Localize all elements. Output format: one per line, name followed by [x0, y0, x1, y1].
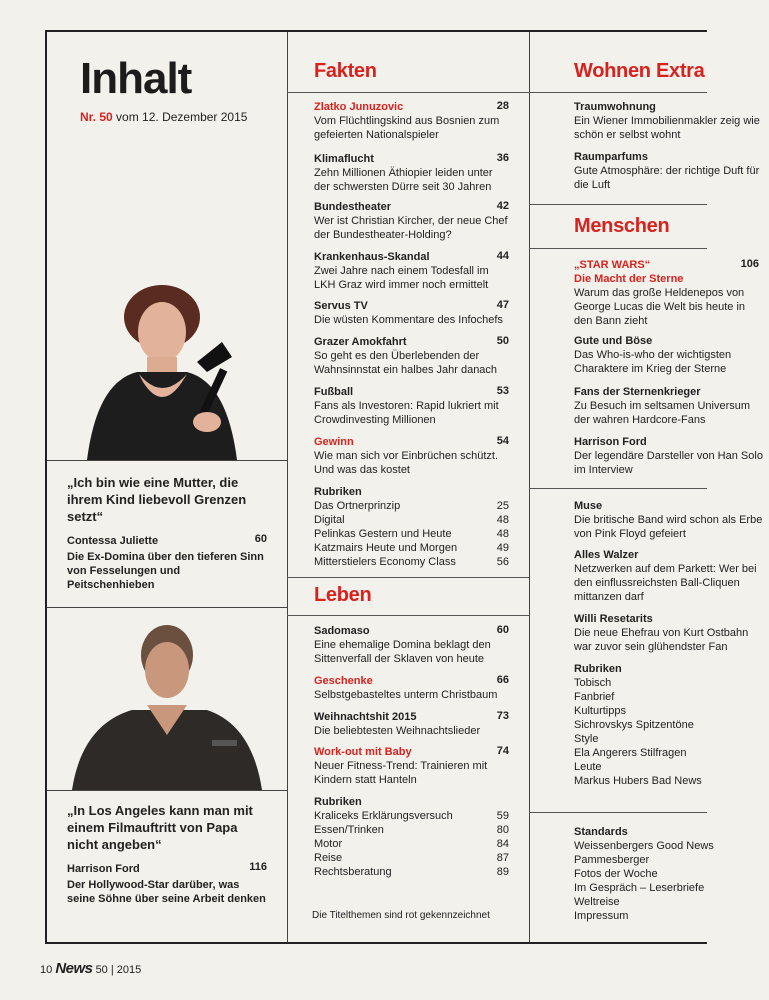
rubrik-item[interactable]: Katzmairs Heute und Morgen 49	[314, 542, 509, 554]
toc-entry[interactable]	[314, 200, 509, 242]
entry-desc: Die britische Band wird schon als Erbe von Pink Floyd gefeiert	[574, 514, 763, 540]
entry-page: 66	[496, 674, 509, 686]
toc-entry[interactable]	[314, 710, 509, 738]
divider	[47, 460, 287, 461]
toc-entry[interactable]	[314, 152, 509, 194]
toc-entry[interactable]	[314, 385, 509, 427]
entry-subtitle: Die Macht der Sterne	[574, 273, 684, 285]
entry-page: 53	[496, 385, 509, 397]
entry-desc: Die neue Ehefrau von Kurt Ostbahn war zuvor sein glühendster Fan	[574, 627, 749, 653]
toc-entry[interactable]	[574, 385, 764, 427]
entry-desc: Vom Flüchtlingskind aus Bosnien zum gefeierten Nationalspieler	[314, 115, 500, 141]
standards-title: Standards	[574, 826, 628, 838]
entry-desc: Gute Atmosphäre: der richtige Duft für die Luft	[574, 165, 760, 191]
contents-frame	[45, 30, 763, 944]
standard-item[interactable]: Weissenbergers Good News	[574, 840, 714, 852]
divider	[47, 607, 287, 608]
rubrik-item[interactable]: Ela Angerers Stilfragen	[574, 747, 687, 759]
entry-desc: Warum das große Heldenepos von George Lucas die Welt bis heute in den Bann zieht	[574, 287, 746, 327]
toc-entry[interactable]	[314, 100, 509, 142]
rubrik-item[interactable]: Pelinkas Gestern und Heute 48	[314, 528, 509, 540]
section-divider	[529, 812, 707, 813]
toc-entry[interactable]	[574, 100, 764, 142]
section-fakten-title: Fakten	[314, 60, 377, 82]
rubriken-title: Rubriken	[314, 796, 362, 808]
entry-page: 74	[496, 745, 509, 757]
entry-title: Fans der Sternenkrieger	[574, 386, 701, 398]
entry-title: Krankenhaus-Skandal	[314, 251, 430, 263]
entry-desc: So geht es den Überlebenden der Wahnsinnstat ein halbes Jahr danach	[314, 350, 498, 376]
entry-title: Geschenke	[314, 675, 373, 687]
entry-page: 106	[740, 258, 759, 270]
toc-entry[interactable]	[314, 435, 509, 477]
entry-desc: Die wüsten Kommentare des Infochefs	[314, 314, 503, 326]
rubrik-item[interactable]: Kulturtipps	[574, 705, 626, 717]
page-number: 10	[40, 964, 53, 976]
standard-item[interactable]: Im Gespräch – Leserbriefe	[574, 882, 705, 894]
section-divider	[287, 92, 529, 93]
standard-item[interactable]: Fotos der Woche	[574, 868, 658, 880]
entry-title: Gewinn	[314, 436, 354, 448]
entry-desc: Eine ehemalige Domina beklagt den Sittenverfall der Sklaven von heute	[314, 639, 491, 665]
entry-desc: Das Who-is-who der wichtigsten Charaktere im Krieg der Sterne	[574, 349, 732, 375]
rubrik-item[interactable]: Essen/Trinken 80	[314, 824, 509, 836]
rubrik-item[interactable]: Mitterstielers Economy Class 56	[314, 556, 509, 568]
entry-desc: Zehn Millionen Äthiopier leiden unter der schwersten Dürre seit 30 Jahren	[314, 167, 493, 193]
entry-title: Sadomaso	[314, 625, 370, 637]
entry-title: Grazer Amokfahrt	[314, 336, 407, 348]
rubrik-item[interactable]: Tobisch	[574, 677, 612, 689]
quote-1-page: 60	[254, 533, 267, 545]
toc-entry[interactable]	[314, 745, 509, 787]
standard-item[interactable]: Pammesberger	[574, 854, 650, 866]
toc-entry[interactable]	[314, 335, 509, 377]
quote-2	[67, 802, 267, 906]
rubriken-leben	[314, 795, 509, 879]
right-column	[529, 32, 763, 942]
quote-1-text: „Ich bin wie eine Mutter, die ihrem Kind liebevoll Grenzen setzt“	[67, 475, 247, 524]
entry-page: 73	[496, 710, 509, 722]
page-title: Inhalt	[80, 54, 192, 103]
rubrik-item[interactable]: Rechtsberatung 89	[314, 866, 509, 878]
rubrik-item[interactable]: Style	[574, 733, 599, 745]
entry-title: Willi Resetarits	[574, 613, 653, 625]
toc-entry[interactable]	[314, 250, 509, 292]
entry-title: „STAR WARS“	[574, 259, 651, 271]
quote-2-page: 116	[249, 861, 267, 873]
entry-title: Gute und Böse	[574, 335, 653, 347]
rubriken-menschen	[574, 662, 769, 788]
section-divider	[529, 92, 707, 93]
issue-number-footer: 50 | 2015	[95, 964, 142, 976]
rubrik-item[interactable]: Markus Hubers Bad News	[574, 775, 702, 787]
toc-entry[interactable]	[574, 548, 764, 604]
standard-item[interactable]: Impressum	[574, 910, 629, 922]
entry-title: Work-out mit Baby	[314, 746, 412, 758]
entry-title: Klimaflucht	[314, 153, 374, 165]
footnote: Die Titelthemen sind rot gekennzeichnet	[312, 910, 490, 921]
news-logo: News	[55, 960, 93, 977]
entry-page: 60	[496, 624, 509, 636]
rubriken-title: Rubriken	[574, 663, 622, 675]
toc-entry[interactable]	[574, 334, 764, 376]
entry-title: Zlatko Junuzovic	[314, 101, 404, 113]
entry-title: Fußball	[314, 386, 354, 398]
entry-desc: Zu Besuch im seltsamen Universum der wahren Hardcore-Fans	[574, 400, 751, 426]
domina-photo	[47, 272, 287, 460]
rubrik-item[interactable]: Sichrovskys Spitzentöne	[574, 719, 694, 731]
quote-1-name: Contessa Juliette	[67, 535, 159, 547]
entry-desc: Der legendäre Darsteller von Han Solo im Interview	[574, 450, 763, 476]
rubrik-item[interactable]: Kraliceks Erklärungsversuch 59	[314, 810, 509, 822]
issue-date: vom 12. Dezember 2015	[116, 110, 248, 124]
divider	[47, 790, 287, 791]
toc-entry[interactable]	[574, 499, 764, 541]
toc-entry[interactable]	[574, 258, 764, 328]
entry-page: 42	[496, 200, 509, 212]
entry-page: 50	[496, 335, 509, 347]
quote-2-text: „In Los Angeles kann man mit einem Filmauftritt von Papa nicht angeben“	[67, 803, 253, 852]
harrison-ford-photo	[47, 610, 287, 790]
entry-desc: Wie man sich vor Einbrüchen schützt. Und was das kostet	[314, 450, 499, 476]
toc-entry[interactable]	[314, 624, 509, 666]
rubrik-item[interactable]: Digital 48	[314, 514, 509, 526]
section-menschen-title: Menschen	[574, 215, 670, 237]
rubriken-fakten	[314, 485, 509, 569]
section-wohnen-title: Wohnen Extra	[574, 60, 705, 82]
rubriken-title: Rubriken	[314, 486, 362, 498]
entry-title: Traumwohnung	[574, 101, 656, 113]
page-footer	[40, 960, 141, 977]
middle-column	[287, 32, 530, 942]
issue-number: Nr. 50	[80, 110, 113, 124]
entry-title: Servus TV	[314, 300, 368, 312]
standard-item[interactable]: Weltreise	[574, 896, 620, 908]
toc-entry[interactable]	[574, 612, 764, 654]
quote-1	[67, 474, 267, 592]
entry-desc: Fans als Investoren: Rapid lukriert mit Crowdinvesting Millionen	[314, 400, 499, 426]
entry-title: Raumparfums	[574, 151, 648, 163]
entry-desc: Ein Wiener Immobilienmakler zeig wie schön er selbst wohnt	[574, 115, 760, 141]
section-divider	[529, 488, 707, 489]
section-leben-title: Leben	[314, 584, 372, 606]
left-column	[47, 32, 288, 942]
quote-2-desc: Der Hollywood-Star darüber, was seine Söhne über seine Arbeit denken	[67, 879, 266, 905]
section-divider	[287, 615, 529, 616]
rubrik-item[interactable]: Motor 84	[314, 838, 509, 850]
quote-2-name: Harrison Ford	[67, 863, 140, 875]
entry-desc: Neuer Fitness-Trend: Trainieren mit Kindern statt Hanteln	[314, 760, 488, 786]
entry-desc: Wer ist Christian Kircher, der neue Chef der Bundestheater-Holding?	[314, 215, 508, 241]
entry-desc: Zwei Jahre nach einem Todesfall im LKH Graz wird immer noch ermittelt	[314, 265, 489, 291]
entry-title: Alles Walzer	[574, 549, 639, 561]
rubrik-item[interactable]: Das Ortnerprinzip 25	[314, 500, 509, 512]
toc-entry[interactable]	[574, 435, 764, 477]
standards	[574, 825, 769, 923]
rubrik-item[interactable]: Fanbrief	[574, 691, 615, 703]
toc-entry[interactable]	[314, 299, 509, 327]
rubrik-item[interactable]: Leute	[574, 761, 602, 773]
entry-page: 36	[496, 152, 509, 164]
entry-desc: Netzwerken auf dem Parkett: Wer bei den einflussreichsten Ball-Cliquen mittanzen darf	[574, 563, 757, 603]
entry-page: 54	[496, 435, 509, 447]
entry-page: 28	[496, 100, 509, 112]
section-divider	[287, 577, 529, 578]
entry-page: 44	[496, 250, 509, 262]
section-divider	[529, 248, 707, 249]
entry-desc: Selbstgebasteltes unterm Christbaum	[314, 689, 498, 701]
rubrik-item[interactable]: Reise 87	[314, 852, 509, 864]
entry-title: Bundestheater	[314, 201, 392, 213]
toc-entry[interactable]	[574, 150, 764, 192]
entry-title: Weihnachtshit 2015	[314, 711, 417, 723]
toc-entry[interactable]	[314, 674, 509, 702]
quote-1-desc: Die Ex-Domina über den tieferen Sinn von Fesselungen und Peitschenhieben	[67, 551, 264, 591]
entry-title: Harrison Ford	[574, 436, 647, 448]
issue-line	[80, 110, 247, 124]
entry-title: Muse	[574, 500, 603, 512]
entry-page: 47	[496, 299, 509, 311]
entry-desc: Die beliebtesten Weihnachtslieder	[314, 725, 481, 737]
section-divider	[529, 204, 707, 205]
